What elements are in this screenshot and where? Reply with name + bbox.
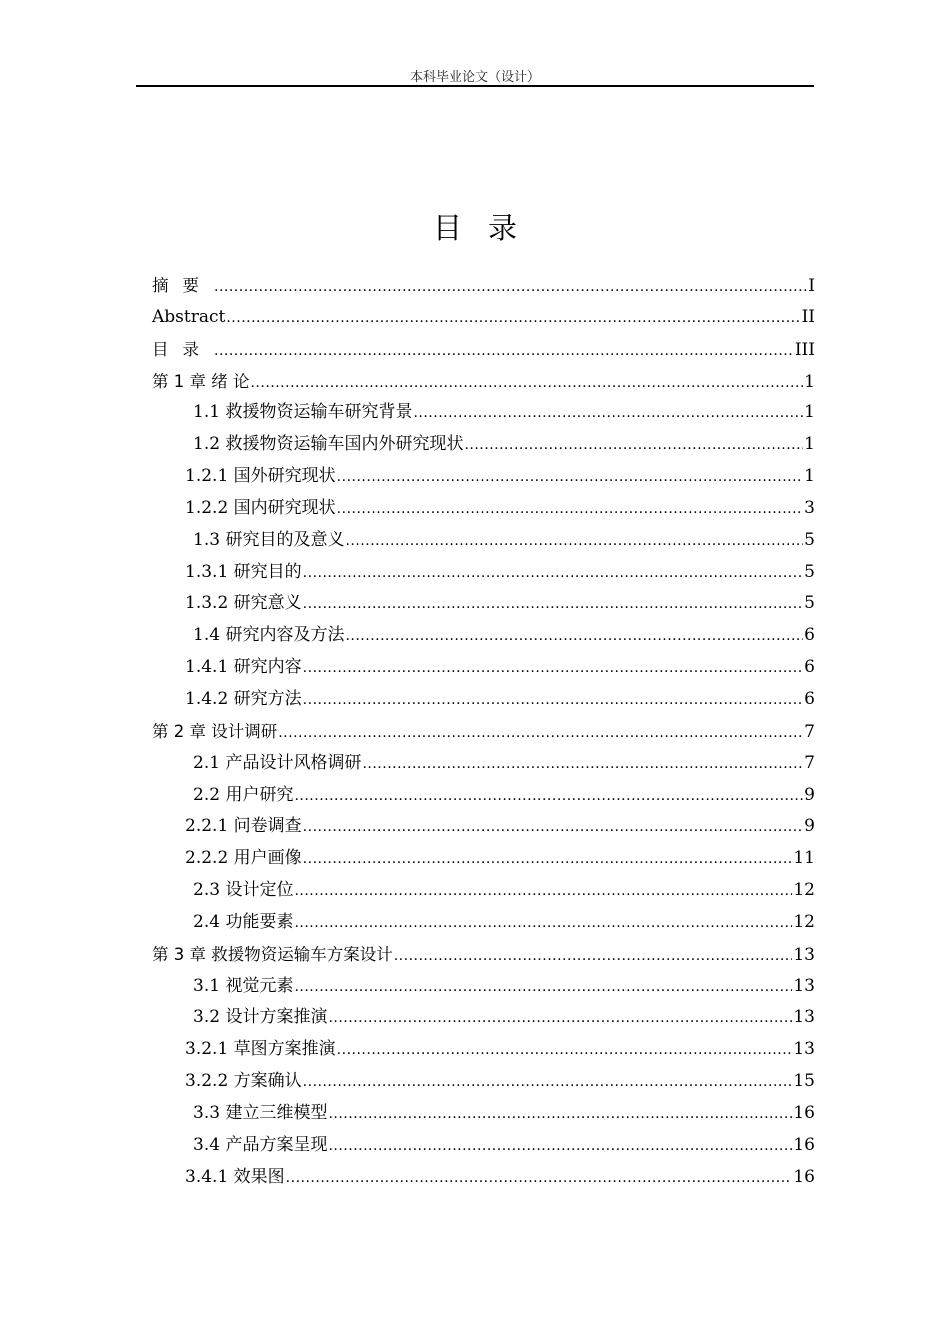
toc-entry[interactable] (152, 270, 815, 302)
toc-entry[interactable] (152, 811, 815, 843)
toc-dot-leader (337, 1035, 793, 1067)
toc-entry-label: 1.3 研究目的及意义 (193, 529, 345, 550)
toc-entry-page-number: II (801, 306, 815, 327)
toc-dot-leader (394, 941, 793, 973)
toc-entry-page-number: I (808, 276, 815, 296)
toc-entry-label: 1.4.2 研究方法 (185, 688, 302, 709)
toc-entry-page-number: 5 (804, 529, 815, 550)
toc-entry-label: 3.3 建立三维模型 (193, 1102, 328, 1123)
toc-dot-leader (303, 589, 804, 621)
toc-entry-label: 3.2.1 草图方案推演 (185, 1039, 336, 1060)
toc-entry-label: 目录 (152, 339, 213, 359)
toc-entry[interactable] (152, 875, 815, 907)
toc-entry-page-number: 9 (804, 784, 815, 805)
page-title: 目录 (432, 211, 543, 245)
toc-entry-label: 2.1 产品设计风格调研 (193, 752, 362, 773)
toc-entry-page-number: III (794, 339, 815, 360)
toc-entry[interactable] (152, 1130, 815, 1162)
toc-entry-page-number: 16 (793, 1102, 815, 1123)
toc-dot-leader (303, 653, 804, 685)
toc-entry-page-number: 16 (793, 1166, 815, 1187)
table-of-contents (152, 270, 815, 1193)
toc-entry-page-number: 1 (804, 402, 815, 423)
toc-dot-leader (226, 303, 800, 335)
toc-dot-leader (464, 430, 803, 462)
toc-entry[interactable] (152, 1066, 815, 1098)
running-header: 本科毕业论文（设计） (409, 70, 540, 85)
toc-entry-label: 2.2 用户研究 (193, 784, 294, 805)
toc-entry-page-number: 13 (793, 975, 815, 996)
toc-entry[interactable] (152, 971, 815, 1003)
toc-entry-label: 2.2.1 问卷调查 (185, 816, 302, 837)
toc-dot-leader (294, 781, 803, 813)
toc-entry[interactable] (152, 397, 815, 429)
toc-entry-label: 1.2 救援物资运输车国内外研究现状 (193, 434, 464, 455)
toc-entry[interactable] (152, 334, 815, 366)
toc-entry[interactable] (152, 429, 815, 461)
toc-entry-page-number: 7 (804, 721, 815, 742)
toc-entry-page-number: 7 (804, 752, 815, 773)
toc-dot-leader (303, 558, 804, 590)
toc-dot-leader (294, 876, 792, 908)
toc-entry-page-number: 13 (793, 944, 815, 965)
toc-entry-page-number: 5 (804, 561, 815, 582)
toc-entry-label: 1.1 救援物资运输车研究背景 (193, 402, 413, 423)
toc-entry-label: 1.3.1 研究目的 (185, 561, 302, 582)
toc-entry[interactable] (152, 588, 815, 620)
toc-entry-page-number: 6 (804, 657, 815, 678)
toc-entry[interactable] (152, 652, 815, 684)
toc-dot-leader (278, 718, 803, 750)
toc-entry-page-number: 12 (793, 911, 815, 932)
toc-entry-page-number: 1 (804, 371, 815, 392)
toc-entry-page-number: 12 (793, 880, 815, 901)
toc-dot-leader (294, 972, 792, 1004)
toc-entry-label: 3.2 设计方案推演 (193, 1007, 328, 1028)
toc-entry[interactable] (152, 939, 815, 971)
toc-entry-page-number: 5 (804, 593, 815, 614)
toc-dot-leader (328, 1003, 792, 1035)
toc-entry-label: 3.2.2 方案确认 (185, 1071, 302, 1092)
toc-entry[interactable] (152, 684, 815, 716)
toc-entry-page-number: 6 (804, 688, 815, 709)
toc-entry-page-number: 3 (804, 497, 815, 518)
toc-dot-leader (413, 398, 803, 430)
toc-entry-label: Abstract (152, 306, 226, 327)
toc-entry-page-number: 16 (793, 1134, 815, 1155)
toc-entry-label: 2.4 功能要素 (193, 911, 294, 932)
toc-entry[interactable] (152, 1002, 815, 1034)
toc-dot-leader (214, 272, 807, 304)
toc-entry-label: 1.2.1 国外研究现状 (185, 466, 336, 487)
toc-entry-label: 3.1 视觉元素 (193, 975, 294, 996)
toc-entry-page-number: 11 (793, 848, 815, 869)
toc-entry[interactable] (152, 302, 815, 334)
toc-dot-leader (286, 1163, 793, 1195)
toc-dot-leader (328, 1099, 792, 1131)
toc-entry[interactable] (152, 620, 815, 652)
toc-entry[interactable] (152, 525, 815, 557)
toc-entry-page-number: 13 (793, 1007, 815, 1028)
toc-entry[interactable] (152, 716, 815, 748)
toc-dot-leader (337, 462, 804, 494)
toc-entry-label: 1.3.2 研究意义 (185, 593, 302, 614)
toc-entry[interactable] (152, 557, 815, 589)
toc-entry-page-number: 15 (793, 1071, 815, 1092)
toc-dot-leader (250, 368, 803, 400)
toc-entry-label: 3.4.1 效果图 (185, 1166, 285, 1187)
toc-dot-leader (303, 844, 793, 876)
toc-entry-page-number: 1 (804, 466, 815, 487)
toc-dot-leader (337, 494, 804, 526)
toc-entry[interactable] (152, 1162, 815, 1194)
toc-dot-leader (303, 812, 804, 844)
toc-entry-label: 1.2.2 国内研究现状 (185, 497, 336, 518)
toc-dot-leader (345, 526, 803, 558)
toc-dot-leader (303, 1067, 793, 1099)
toc-entry[interactable] (152, 780, 815, 812)
toc-entry-page-number: 1 (804, 434, 815, 455)
toc-entry[interactable] (152, 907, 815, 939)
toc-entry-label: 1.4.1 研究内容 (185, 657, 302, 678)
toc-entry-label: 摘要 (152, 276, 213, 295)
toc-entry-label: 3.4 产品方案呈现 (193, 1134, 328, 1155)
toc-entry[interactable] (152, 748, 815, 780)
toc-entry[interactable] (152, 1098, 815, 1130)
toc-entry[interactable] (152, 493, 815, 525)
toc-entry-page-number: 9 (804, 816, 815, 837)
toc-entry-label: 2.2.2 用户画像 (185, 848, 302, 869)
toc-entry-label: 2.3 设计定位 (193, 880, 294, 901)
toc-entry-label: 第 3 章 救援物资运输车方案设计 (152, 944, 393, 964)
toc-dot-leader (328, 1131, 792, 1163)
toc-entry-page-number: 13 (793, 1039, 815, 1060)
toc-dot-leader (214, 336, 794, 368)
toc-entry[interactable] (152, 843, 815, 875)
toc-entry[interactable] (152, 366, 815, 398)
toc-dot-leader (345, 621, 803, 653)
toc-dot-leader (362, 749, 803, 781)
toc-dot-leader (294, 908, 792, 940)
toc-entry-label: 第 2 章 设计调研 (152, 721, 278, 741)
toc-dot-leader (303, 685, 804, 717)
toc-entry-page-number: 6 (804, 625, 815, 646)
toc-entry[interactable] (152, 1034, 815, 1066)
toc-entry-label: 1.4 研究内容及方法 (193, 625, 345, 646)
toc-entry[interactable] (152, 461, 815, 493)
header-rule (136, 85, 814, 87)
toc-entry-label: 第 1 章 绪 论 (152, 371, 250, 391)
